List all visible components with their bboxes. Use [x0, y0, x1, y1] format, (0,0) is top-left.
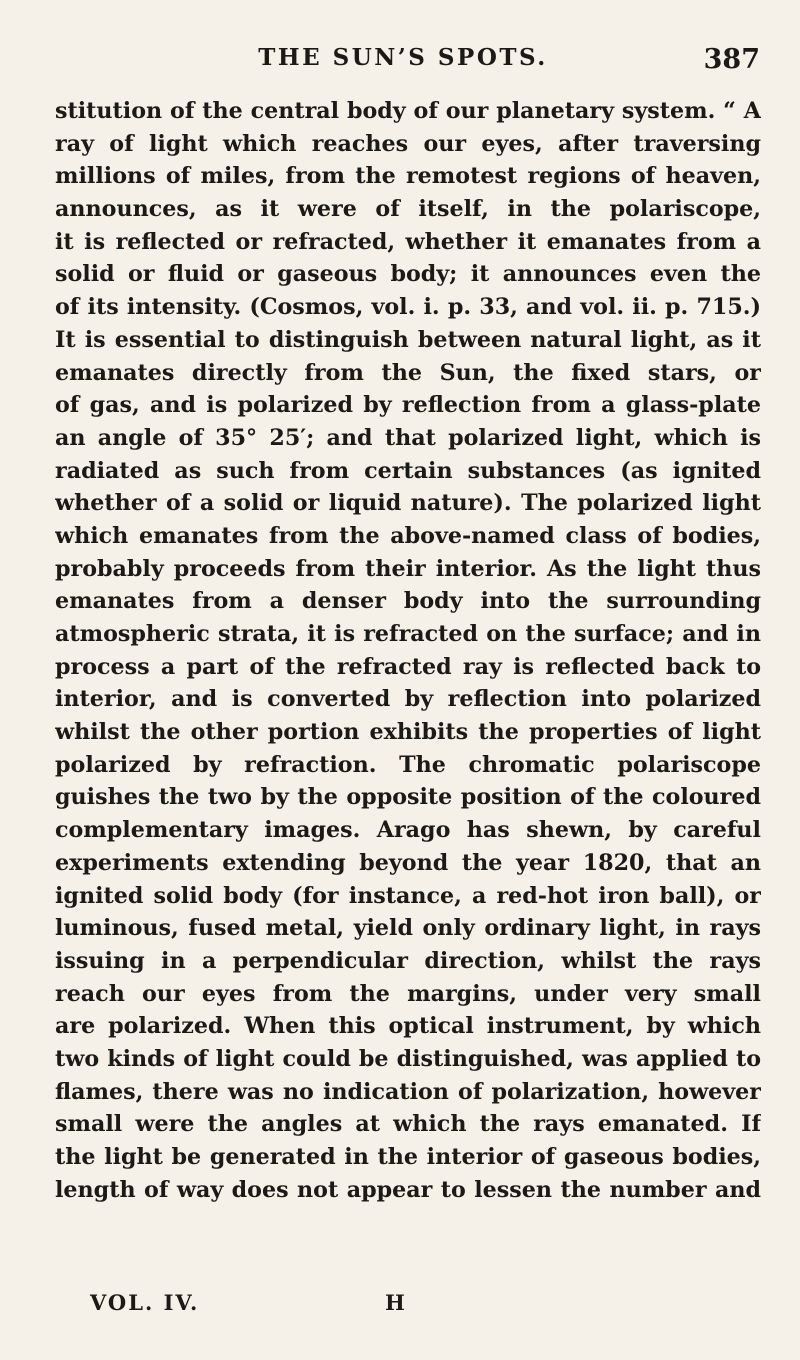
volume-signature: VOL. IV. — [90, 1290, 200, 1315]
text-line: millions of miles, from the remotest regions of heaven, — [55, 163, 761, 190]
text-line: probably proceeds from their interior. As the light thus — [55, 555, 761, 582]
text-line: solid or fluid or gaseous body; it announces even the — [55, 261, 761, 288]
text-line: announces, as it were of itself, in the polariscope, — [55, 196, 761, 223]
text-line: ignited solid body (for instance, a red-hot iron ball), or — [55, 882, 761, 909]
body-text — [55, 95, 761, 1206]
gathering-signature: H — [385, 1290, 407, 1315]
text-line: flames, there was no indication of polarization, however — [55, 1078, 761, 1105]
text-line: polarized by refraction. The chromatic polariscope — [55, 751, 761, 778]
text-line: issuing in a perpendicular direction, whilst the rays — [55, 947, 761, 974]
text-line: are polarized. When this optical instrument, by which — [55, 1013, 761, 1040]
text-line: whilst the other portion exhibits the properties of light — [55, 719, 761, 746]
text-line: radiated as such from certain substances (as ignited — [55, 457, 761, 484]
text-line: of its intensity. (Cosmos, vol. i. p. 33, and vol. ii. p. 715.) — [55, 294, 761, 321]
page-footer — [90, 1290, 490, 1320]
text-line: experiments extending beyond the year 1820, that an — [55, 849, 761, 876]
text-line: emanates from a denser body into the surrounding — [55, 588, 761, 615]
running-title: THE SUN’S SPOTS. — [258, 44, 548, 71]
text-line: stitution of the central body of our planetary system. “ A — [55, 98, 761, 124]
text-line: It is essential to distinguish between natural light, as it — [55, 326, 761, 353]
text-line: luminous, fused metal, yield only ordinary light, in rays — [55, 915, 761, 942]
text-line: emanates directly from the Sun, the fixed stars, or — [55, 359, 761, 386]
page-number: 387 — [703, 44, 760, 75]
running-head — [46, 44, 760, 84]
text-line: two kinds of light could be distinguished, was applied to — [55, 1045, 761, 1072]
text-line: the light be generated in the interior of gaseous bodies, — [55, 1144, 761, 1170]
text-line: length of way does not appear to lessen the number and — [55, 1176, 761, 1203]
text-line: atmospheric strata, it is refracted on the surface; and in — [55, 621, 761, 647]
text-line: reach our eyes from the margins, under very small — [55, 980, 761, 1007]
text-line: ray of light which reaches our eyes, after traversing — [55, 130, 761, 157]
text-line: it is reflected or refracted, whether it emanates from a — [55, 228, 761, 255]
text-line: process a part of the refracted ray is reflected back to — [55, 653, 761, 680]
text-line: an angle of 35° 25′; and that polarized light, which is — [55, 424, 761, 451]
text-line: interior, and is converted by reflection into polarized — [55, 686, 761, 713]
text-line: small were the angles at which the rays emanated. If — [55, 1111, 761, 1138]
text-line: which emanates from the above-named class of bodies, — [55, 522, 761, 549]
text-line: guishes the two by the opposite position of the coloured — [55, 784, 761, 811]
text-line: whether of a solid or liquid nature). The polarized light — [55, 490, 761, 517]
text-line: of gas, and is polarized by reflection from a glass-plate — [55, 392, 761, 419]
text-line: complementary images. Arago has shewn, by careful — [55, 817, 761, 844]
